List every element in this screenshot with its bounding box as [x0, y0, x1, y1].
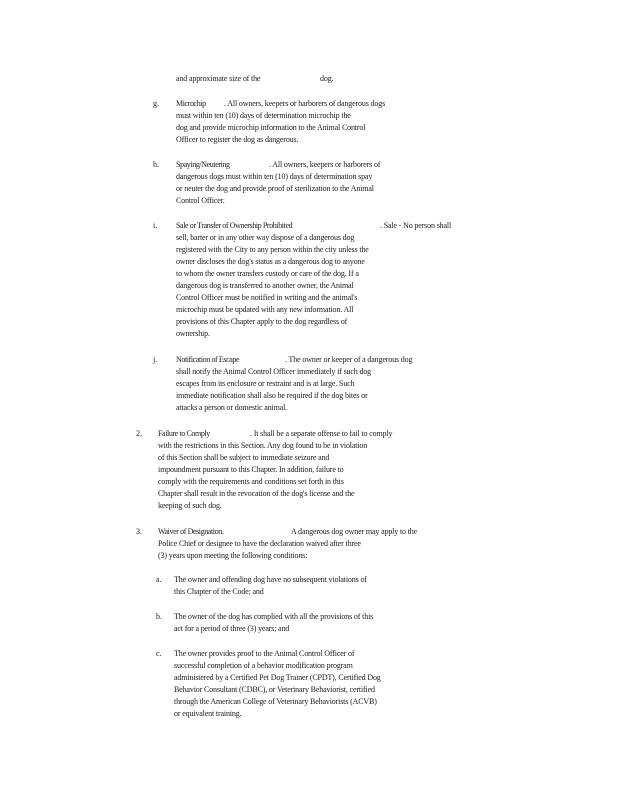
subsection-line: or neuter the dog and provide proof of sterilization to the Animal — [176, 184, 374, 193]
section-heading: Failure to Comply — [158, 429, 210, 438]
condition-line: Behavior Consultant (CDBC), or Veterinary Behaviorist, certified — [174, 685, 375, 694]
subsection-marker: j. — [153, 355, 158, 364]
condition-line: The owner of the dog has complied with all the provisions of this — [174, 612, 374, 621]
subsection-line: Officer to register the dog as dangerous. — [176, 135, 299, 144]
subsection-line: Control Officer. — [176, 196, 225, 205]
subsection-line: dangerous dog is transferred to another owner, the Animal — [176, 281, 354, 290]
section-line: keeping of such dog. — [158, 501, 222, 510]
section-first-line: . It shall be a separate offense to fail to comply — [250, 429, 393, 438]
subsection-line: ownership. — [176, 329, 210, 338]
subsection-heading: Sale or Transfer of Ownership Prohibited — [176, 221, 293, 230]
subsection-heading: Microchip — [176, 99, 206, 108]
subsection-heading: Spaying/Neutering — [176, 160, 230, 169]
subsection-first-line: . All owners, keepers or harborers of — [269, 160, 381, 169]
subsection-line: microchip must be updated with any new information. All — [176, 305, 354, 314]
subsection-marker: g. — [153, 99, 159, 108]
section-first-line: A dangerous dog owner may apply to the — [291, 527, 418, 536]
condition-marker: b. — [156, 612, 162, 621]
subsection-line: provisions of this Chapter apply to the dog regardless of — [176, 317, 348, 326]
subsection-line: must within ten (10) days of determination microchip the — [176, 111, 351, 120]
condition-line: The owner provides proof to the Animal Control Officer of — [174, 649, 355, 658]
condition-line: successful completion of a behavior modification program — [174, 661, 353, 670]
section-line: comply with the requirements and conditions set forth in this — [158, 477, 344, 486]
subsection-line: escapes from its enclosure or restraint and is at large. Such — [176, 379, 355, 388]
condition-line: act for a period of three (3) years; and — [174, 624, 290, 633]
subsection-line: dog and provide microchip information to the Animal Control — [176, 123, 366, 132]
condition-marker: a. — [156, 575, 162, 584]
section-line: Chapter shall result in the revocation of the dog's license and the — [158, 489, 355, 498]
condition-marker: c. — [156, 649, 162, 658]
section-heading: Waiver of Designation. — [158, 527, 224, 536]
condition-line: The owner and offending dog have no subsequent violations of — [174, 575, 367, 584]
top-fragment-before: and approximate size of the — [176, 74, 261, 83]
subsection-line: owner discloses the dog's status as a dangerous dog to anyone — [176, 257, 365, 266]
section-marker: 2. — [136, 429, 142, 438]
top-fragment-after: dog. — [320, 74, 334, 83]
section-marker: 3. — [136, 527, 142, 536]
subsection-first-line: . All owners, keepers or harborers of dangerous dogs — [224, 99, 386, 108]
condition-line: this Chapter of the Code; and — [174, 587, 264, 596]
section-line: with the restrictions in this Section. Any dog found to be in violation — [158, 441, 368, 450]
subsection-line: immediate notification shall also be required if the dog bites or — [176, 391, 368, 400]
subsection-line: attacks a person or domestic animal. — [176, 403, 288, 412]
section-line: of this Section shall be subject to immediate seizure and — [158, 453, 330, 462]
subsection-marker: i. — [153, 221, 158, 230]
section-line: (3) years upon meeting the following conditions: — [158, 551, 308, 560]
subsection-first-line: . The owner or keeper of a dangerous dog — [285, 355, 413, 364]
section-line: impoundment pursuant to this Chapter. In addition, failure to — [158, 465, 344, 474]
subsection-line: dangerous dogs must within ten (10) days of determination spay — [176, 172, 373, 181]
condition-line: administered by a Certified Pet Dog Trainer (CPDT), Certified Dog — [174, 673, 381, 682]
condition-line: or equivalent training. — [174, 709, 242, 718]
subsection-heading: Notification of Escape — [176, 355, 240, 364]
subsection-first-line: . Sale - No person shall — [380, 221, 452, 230]
subsection-line: registered with the City to any person within the city unless the — [176, 245, 369, 254]
section-line: Police Chief or designee to have the declaration waived after three — [158, 539, 361, 548]
subsection-line: to whom the owner transfers custody or care of the dog. If a — [176, 269, 359, 278]
subsection-line: Control Officer must be notified in writing and the animal's — [176, 293, 358, 302]
subsection-line: shall notify the Animal Control Officer immediately if such dog — [176, 367, 372, 376]
subsection-marker: h. — [153, 160, 159, 169]
condition-line: through the American College of Veterinary Behaviorists (ACVB) — [174, 697, 377, 706]
subsection-line: sell, barter or in any other way dispose of a dangerous dog — [176, 233, 355, 242]
